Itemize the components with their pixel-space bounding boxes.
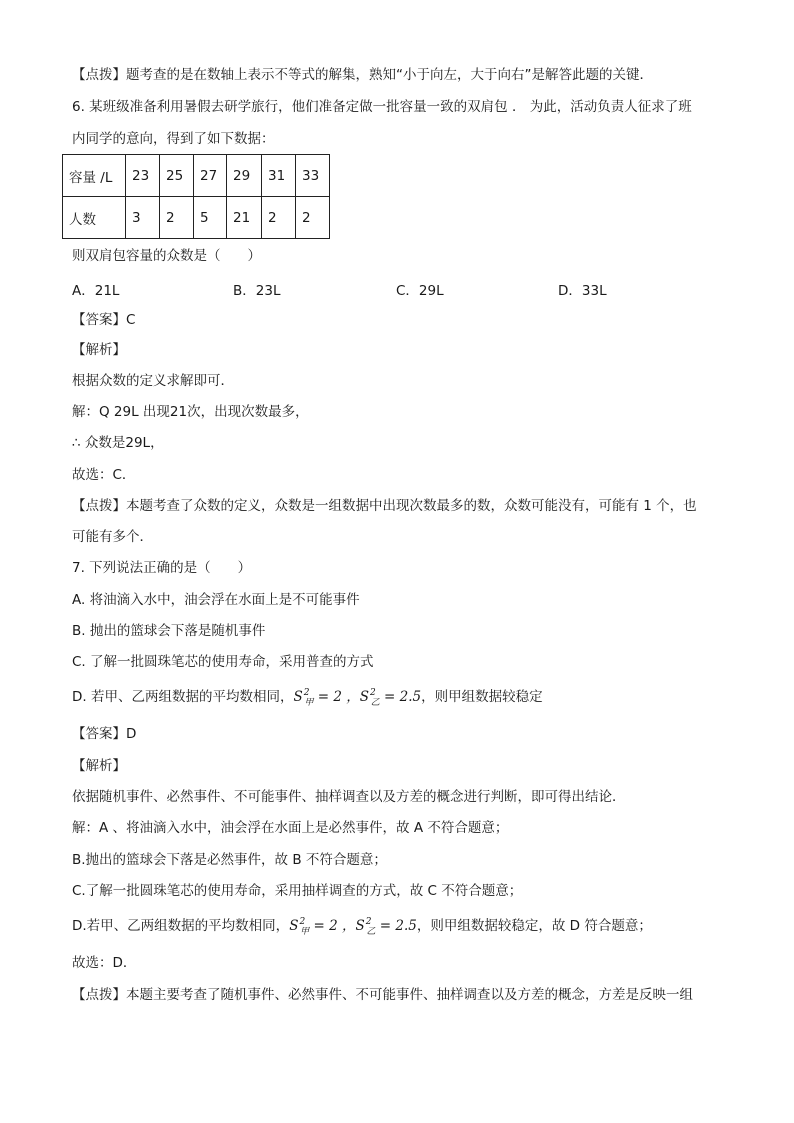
variance-jia: $S^2_甲 = 2$ ， [293, 688, 360, 708]
solution-7-step-5 [72, 917, 652, 937]
solution-6-step-2: 解：Q 29L 出现21次，出现次数最多， [72, 404, 309, 420]
analysis-7-heading: 【解析】 [72, 758, 126, 774]
solution-7-step-5-text-1: D.若甲、乙两组数据的平均数相同， [72, 918, 290, 934]
question-6-line-2: 内同学的意向，得到了如下数据： [72, 131, 275, 147]
answer-7: 【答案】D [72, 726, 137, 742]
option-6-b: B．23L [233, 283, 281, 299]
table-cell: 31 [262, 155, 296, 197]
solution-7-step-3: B.抛出的篮球会下落是必然事件，故 B 不符合题意； [72, 852, 387, 868]
variance-yi-2: $S^2_乙 = 2.5$ [355, 917, 417, 937]
question-6-prompt: 则双肩包容量的众数是（ ） [72, 248, 261, 264]
solution-6-step-3: ∴ 众数是29L， [72, 435, 164, 451]
backpack-capacity-table [62, 154, 330, 239]
hint-6-line-2: 可能有多个． [72, 529, 153, 545]
option-6-c: C．29L [396, 283, 444, 299]
table-cell: 21 [227, 197, 262, 239]
table-cell: 2 [262, 197, 296, 239]
table-cell: 2 [160, 197, 194, 239]
solution-7-step-6: 故选：D． [72, 955, 137, 971]
variance-yi: $S^2_乙 = 2.5$ [359, 688, 422, 708]
hint-6-line-1: 【点拨】本题考查了众数的定义，众数是一组数据中出现次数最多的数，众数可能没有，可能有 1 个，也 [72, 498, 697, 514]
option-7-c: C. 了解一批圆珠笔芯的使用寿命，采用普查的方式 [72, 654, 374, 670]
table-cell: 3 [126, 197, 160, 239]
table-cell: 27 [194, 155, 227, 197]
table-row-count [63, 197, 330, 239]
table-header-count: 人数 [63, 197, 126, 239]
answer-6: 【答案】C [72, 312, 136, 328]
table-cell: 25 [160, 155, 194, 197]
solution-7-step-1: 依据随机事件、必然事件、不可能事件、抽样调查以及方差的概念进行判断，即可得出结论． [72, 789, 626, 805]
hint-7-line-1: 【点拨】本题主要考查了随机事件、必然事件、不可能事件、抽样调查以及方差的概念，方差是反映一组 [72, 987, 693, 1003]
option-6-d: D．33L [558, 283, 607, 299]
solution-6-step-1: 根据众数的定义求解即可． [72, 373, 234, 389]
option-6-a: A．21L [72, 283, 120, 299]
table-row-capacity [63, 155, 330, 197]
table-cell: 2 [296, 197, 330, 239]
option-7-b: B. 抛出的篮球会下落是随机事件 [72, 623, 266, 639]
solution-6-step-4: 故选：C． [72, 467, 136, 483]
question-7-prompt: 7. 下列说法正确的是（ ） [72, 560, 252, 576]
option-7-d-text-2: ，则甲组数据较稳定 [421, 689, 543, 705]
solution-7-step-4: C.了解一批圆珠笔芯的使用寿命，采用抽样调查的方式，故 C 不符合题意； [72, 883, 523, 899]
variance-jia-2: $S^2_甲 = 2$ ， [289, 917, 356, 937]
hint-previous: 【点拨】题考查的是在数轴上表示不等式的解集，熟知“小于向左，大于向右”是解答此题的关键． [72, 67, 653, 83]
table-header-capacity: 容量 /L [63, 155, 126, 197]
option-7-d-text-1: D. 若甲、乙两组数据的平均数相同， [72, 689, 294, 705]
table-cell: 5 [194, 197, 227, 239]
table-cell: 23 [126, 155, 160, 197]
option-7-a: A. 将油滴入水中，油会浮在水面上是不可能事件 [72, 592, 360, 608]
table-cell: 29 [227, 155, 262, 197]
analysis-6-heading: 【解析】 [72, 342, 126, 358]
table-cell: 33 [296, 155, 330, 197]
solution-7-step-5-text-2: ，则甲组数据较稳定，故 D 符合题意； [416, 918, 652, 934]
solution-7-step-2: 解：A 、将油滴入水中，油会浮在水面上是必然事件，故 A 不符合题意； [72, 820, 509, 836]
question-6-line-1: 6. 某班级准备利用暑假去研学旅行，他们准备定做一批容量一致的双肩包 ． 为此，活动负责人征求了班 [72, 99, 692, 115]
option-7-d [72, 688, 543, 708]
